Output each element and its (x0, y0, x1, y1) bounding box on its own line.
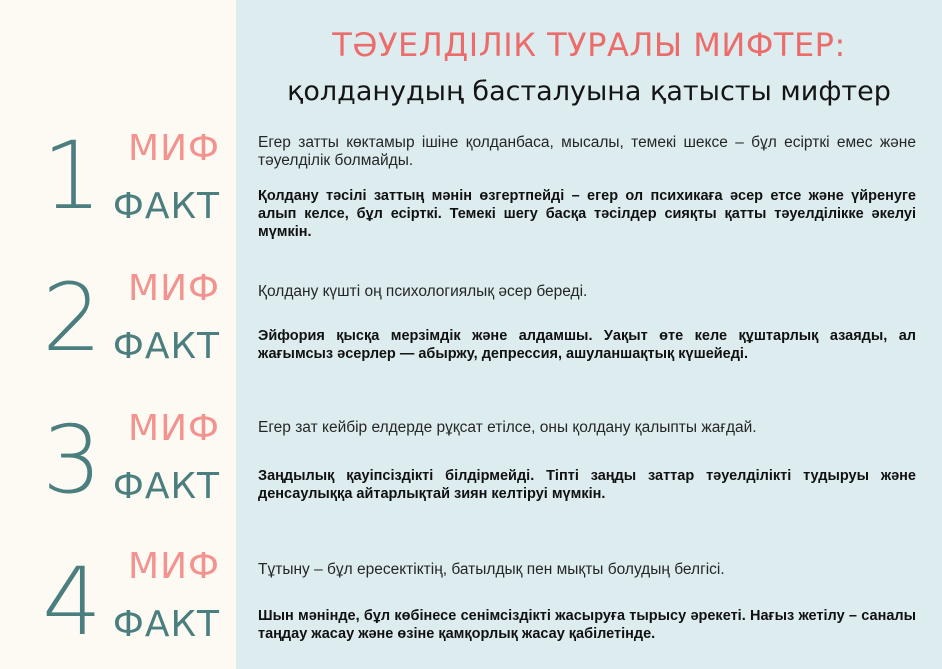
myth-text-1: Егер затты көктамыр ішіне қолданбаса, мысалы, темекі шексе – бұл есірткі емес және тәуелділік болмайды. (258, 134, 916, 169)
myth-number-1: 1 (42, 122, 102, 231)
fact-text-2: Эйфория қысқа мерзімдік және алдамшы. Уақыт өте келе құштарлық азаяды, ал жағымсыз әсерлер — абыржу, депрессия, ашуланшақтық күшейеді. (258, 328, 916, 362)
page-subtitle: қолданудың басталуына қатысты мифтер (287, 76, 891, 107)
myth-text-3: Егер зат кейбір елдерде рұқсат етілсе, оны қолдану қалыпты жағдай. (258, 419, 757, 436)
myth-text-4: Тұтыну – бұл ересектіктің, батылдық пен мықты болудың белгісі. (258, 561, 725, 578)
fact-text-3: Заңдылық қауіпсіздікті білдірмейді. Тіпті заңды заттар тәуелділікті тудыруы және денсаулыққа айтарлықтай зиян келтіруі мүмкін. (258, 468, 916, 502)
fact-text-4: Шын мәнінде, бұл көбінесе сенімсіздікті жасыруға тырысу әрекеті. Нағыз жетілу – саналы таңдау жасау және өзіне қамқорлық жасау қабілетінде. (258, 608, 916, 642)
myth-text-2: Қолдану күшті оң психологиялық әсер береді. (258, 283, 588, 300)
fact-label-1: ФАКТ (112, 186, 220, 227)
fact-label-4: ФАКТ (112, 604, 220, 645)
page-title: ТӘУЕЛДІЛІК ТУРАЛЫ МИФТЕР: (332, 26, 846, 64)
fact-label-3: ФАКТ (112, 466, 220, 507)
myth-number-3: 3 (42, 406, 102, 515)
myth-label-2: МИФ (128, 268, 220, 309)
myth-number-4: 4 (42, 548, 102, 657)
myth-label-1: МИФ (128, 128, 220, 169)
fact-label-2: ФАКТ (112, 326, 220, 367)
fact-text-1: Қолдану тәсілі заттың мәнін өзгертпейді – егер ол психикаға әсер етсе және үйренуге алып келсе, бұл есірткі. Темекі шегу басқа тәсілдер сияқты қатты тәуелділікке әкелуі мүмкін. (258, 188, 916, 240)
myth-label-4: МИФ (128, 546, 220, 587)
myth-label-3: МИФ (128, 408, 220, 449)
myth-number-2: 2 (42, 264, 102, 373)
